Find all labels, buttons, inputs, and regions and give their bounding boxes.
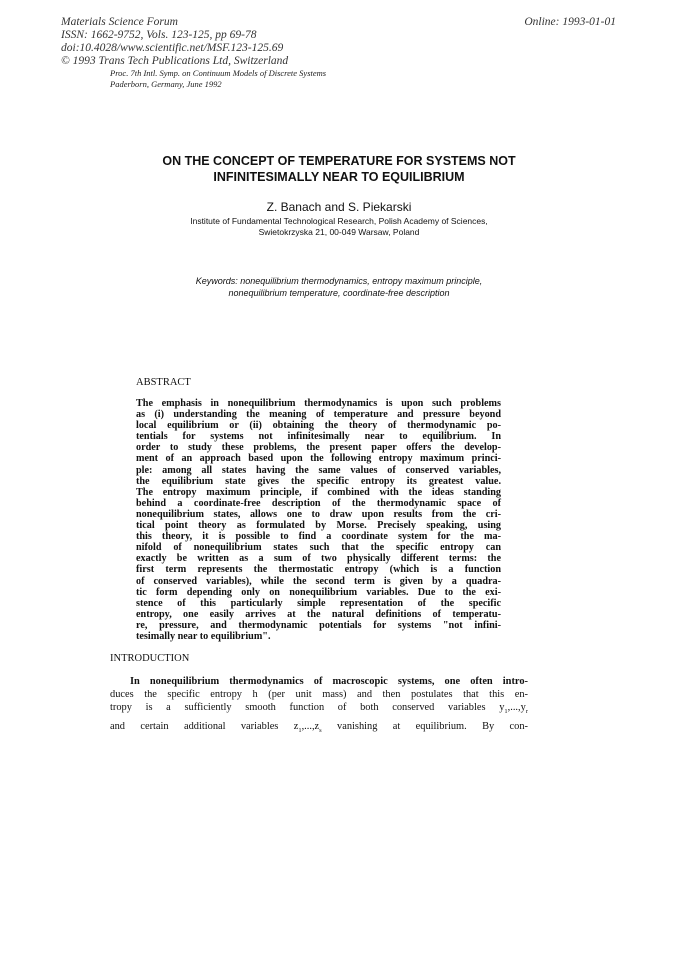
- abstract-line: The entropy maximum principle, if combined with the ideas standing: [136, 486, 501, 498]
- proceedings-note: [110, 68, 326, 90]
- abstract-line: behind a coordinate-free description of the thermodynamic space of: [136, 497, 501, 509]
- keywords-line: nonequilibrium temperature, coordinate-free description: [228, 287, 450, 298]
- copyright-line: © 1993 Trans Tech Publications Ltd, Switzerland: [61, 55, 289, 67]
- authors: Z. Banach and S. Piekarski: [266, 200, 412, 214]
- subscript: r: [525, 708, 528, 716]
- abstract-line: tentials for systems not infinitesimally near to equilibrium. In: [136, 431, 501, 443]
- paper-title: [110, 153, 568, 185]
- abstract-line: ple: among all states having the same values of conserved variables,: [136, 464, 501, 476]
- intro-line: [110, 720, 528, 733]
- affiliation: [110, 216, 568, 238]
- abstract-line: The emphasis in nonequilibrium thermodynamics is upon such problems: [136, 398, 501, 409]
- issn-line: ISSN: 1662-9752, Vols. 123-125, pp 69-78: [61, 29, 257, 41]
- title-line: ON THE CONCEPT OF TEMPERATURE FOR SYSTEMS NOT: [162, 154, 516, 168]
- abstract-line: the equilibrium state gives the specific entropy its greatest value.: [136, 475, 501, 487]
- abstract-line: this theory, it is possible to find a coordinate system for the ma-: [136, 531, 501, 543]
- intro-text: ,...,z: [301, 721, 320, 732]
- intro-text: vanishing at equilibrium. By con-: [321, 721, 528, 732]
- abstract-line: stence of this particularly simple representation of the specific: [136, 597, 501, 609]
- keywords-line: Keywords: nonequilibrium thermodynamics, entropy maximum principle,: [195, 276, 483, 286]
- proceedings-line: Paderborn, Germany, June 1992: [110, 79, 222, 89]
- abstract-body: [136, 398, 501, 642]
- journal-citation: [61, 16, 288, 68]
- intro-text: and certain additional variables z: [110, 721, 299, 732]
- abstract-line: nonequilibrium states, allows one to draw upon results from the cri-: [136, 508, 501, 520]
- abstract-line: exactly be written as a sum of two physically different terms: the: [136, 553, 501, 565]
- abstract-line: order to study these problems, the present paper offers the develop-: [136, 442, 501, 454]
- abstract-heading: ABSTRACT: [136, 377, 191, 388]
- affiliation-line: Swietokrzyska 21, 00-049 Warsaw, Poland: [258, 227, 420, 237]
- intro-line: In nonequilibrium thermodynamics of macroscopic systems, one often intro-: [130, 676, 528, 687]
- abstract-line: re, pressure, and thermodynamic potentials for systems "not infini-: [136, 619, 501, 631]
- keywords: [150, 276, 528, 299]
- abstract-line: tic form depending only on nonequilibrium variables. Due to the exi-: [136, 586, 501, 598]
- affiliation-line: Institute of Fundamental Technological Research, Polish Academy of Sciences,: [190, 216, 488, 226]
- proceedings-line: Proc. 7th Intl. Symp. on Continuum Models of Discrete Systems: [110, 68, 327, 78]
- abstract-line: tesimally near to equilibrium".: [136, 630, 271, 642]
- intro-line: duces the specific entropy h (per unit mass) and then postulates that this en-: [110, 689, 528, 700]
- abstract-line: of conserved variables), while the second term is given by a quadra-: [136, 575, 501, 587]
- subscript: 1: [298, 727, 302, 735]
- subscript: s: [319, 727, 322, 735]
- online-date: Online: 1993-01-01: [524, 16, 616, 28]
- title-line: INFINITESIMALLY NEAR TO EQUILIBRIUM: [213, 170, 465, 184]
- abstract-line: ment of an approach based upon the following entropy maximum princi-: [136, 453, 501, 465]
- introduction-body: [110, 675, 528, 733]
- intro-text: tropy is a sufficiently smooth function of both conserved variables y: [110, 702, 505, 713]
- intro-text: ,...,y: [507, 702, 526, 713]
- abstract-line: entropy, one easily arrives at the natural definitions of temperatu-: [136, 608, 501, 620]
- abstract-line: nifold of nonequilibrium states such that the specific entropy can: [136, 542, 501, 554]
- abstract-line: as (i) understanding the meaning of temperature and pressure beyond: [136, 409, 501, 421]
- intro-line: [110, 701, 528, 714]
- introduction-heading: INTRODUCTION: [110, 653, 190, 664]
- abstract-line: tical point theory as formulated by Morse. Precisely speaking, using: [136, 520, 501, 532]
- subscript: 1: [504, 708, 508, 716]
- abstract-line: first term represents the thermostatic entropy (which is a function: [136, 564, 501, 576]
- journal-name: Materials Science Forum: [61, 16, 178, 28]
- doi-line: doi:10.4028/www.scientific.net/MSF.123-125.69: [61, 42, 284, 54]
- abstract-line: local equilibrium or (ii) obtaining the theory of thermodynamic po-: [136, 420, 501, 432]
